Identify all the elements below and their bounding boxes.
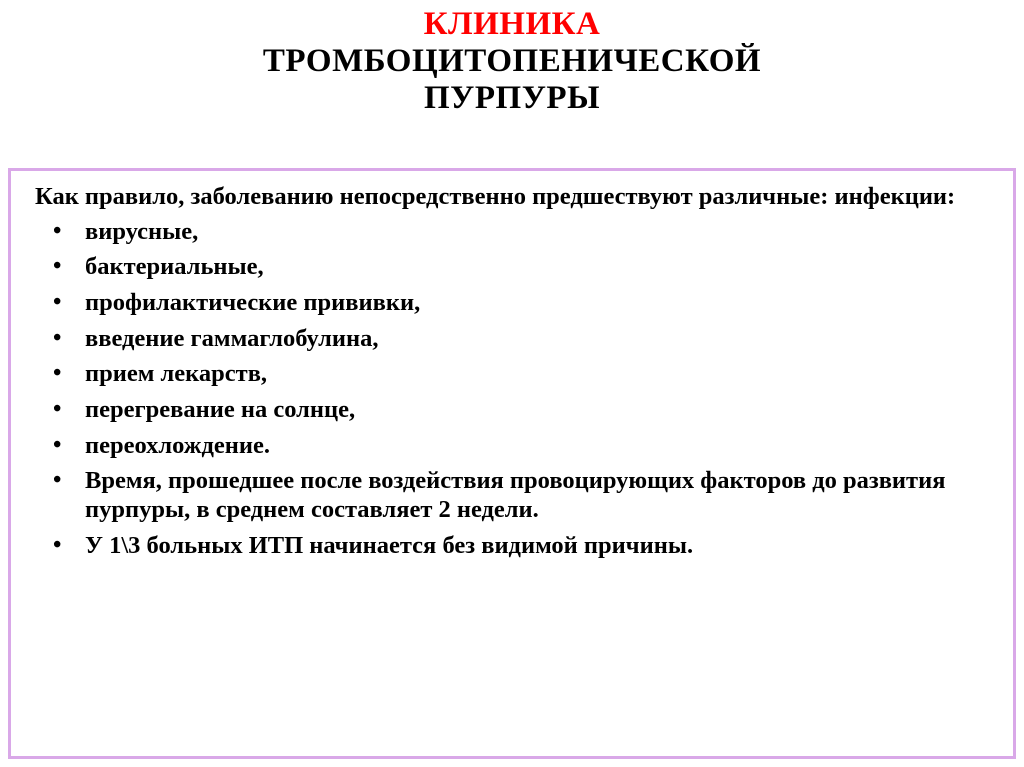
bullet-icon: • (53, 531, 62, 558)
bullet-icon: • (53, 253, 62, 280)
list-item-label: У 1\3 больных ИТП начинается без видимой причины. (85, 531, 694, 559)
causes-list (29, 218, 995, 461)
content-box (8, 168, 1016, 759)
bullet-icon: • (53, 217, 62, 244)
title-line-2: ТРОМБОЦИТОПЕНИЧЕСКОЙ (262, 42, 762, 79)
list-item (29, 532, 995, 561)
list-item (29, 360, 995, 389)
list-item (29, 253, 995, 282)
list-item-label: переохлождение. (85, 431, 271, 459)
list-item (29, 289, 995, 318)
bullet-icon: • (53, 288, 62, 315)
list-item (29, 432, 995, 461)
list-item-label: прием лекарств, (85, 360, 268, 388)
title-line-1: КЛИНИКА (423, 6, 601, 42)
list-item (29, 396, 995, 425)
list-item (29, 218, 995, 247)
list-item-label: бактериальные, (85, 253, 264, 281)
list-item-label: перегревание на солнце, (85, 395, 356, 423)
list-item-label: введение гаммаглобулина, (85, 324, 379, 352)
page-title (0, 0, 1024, 117)
notes-list (29, 467, 995, 560)
list-item (29, 467, 995, 524)
list-item-label: Время, прошедшее после воздействия провоцирующих факторов до развития пурпуры, в среднем составляет 2 недели. (85, 467, 946, 523)
bullet-icon: • (53, 395, 62, 422)
list-item (29, 325, 995, 354)
list-item-label: вирусные, (85, 217, 199, 245)
bullet-icon: • (53, 360, 62, 387)
intro-text: Как правило, заболеванию непосредственно предшествуют различные: инфекции: (35, 183, 956, 210)
title-line-3: ПУРПУРЫ (424, 79, 600, 116)
bullet-icon: • (53, 324, 62, 351)
list-item-label: профилактические прививки, (85, 288, 421, 316)
bullet-icon: • (53, 467, 62, 494)
bullet-icon: • (53, 431, 62, 458)
